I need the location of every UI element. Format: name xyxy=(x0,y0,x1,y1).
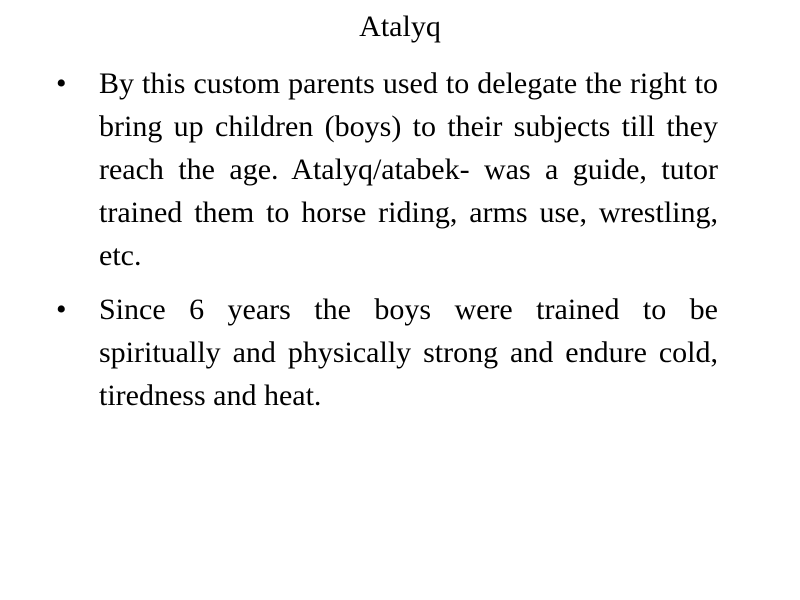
slide-title: Atalyq xyxy=(359,10,441,43)
bullet-item xyxy=(56,288,718,417)
bullet-marker-icon: • xyxy=(56,67,67,100)
bullet-marker-icon: • xyxy=(56,293,67,326)
bullet-text: Since 6 years the boys were trained to be spiritually and physically strong and endure cold, tiredness and heat. xyxy=(99,293,718,412)
bullet-list xyxy=(56,62,718,428)
bullet-item xyxy=(56,62,718,277)
bullet-text: By this custom parents used to delegate the right to bring up children (boys) to their subjects till they reach the age. Atalyq/atabek- was a guide, tutor trained them to horse riding, arms use, wrestling, etc. xyxy=(99,67,718,272)
